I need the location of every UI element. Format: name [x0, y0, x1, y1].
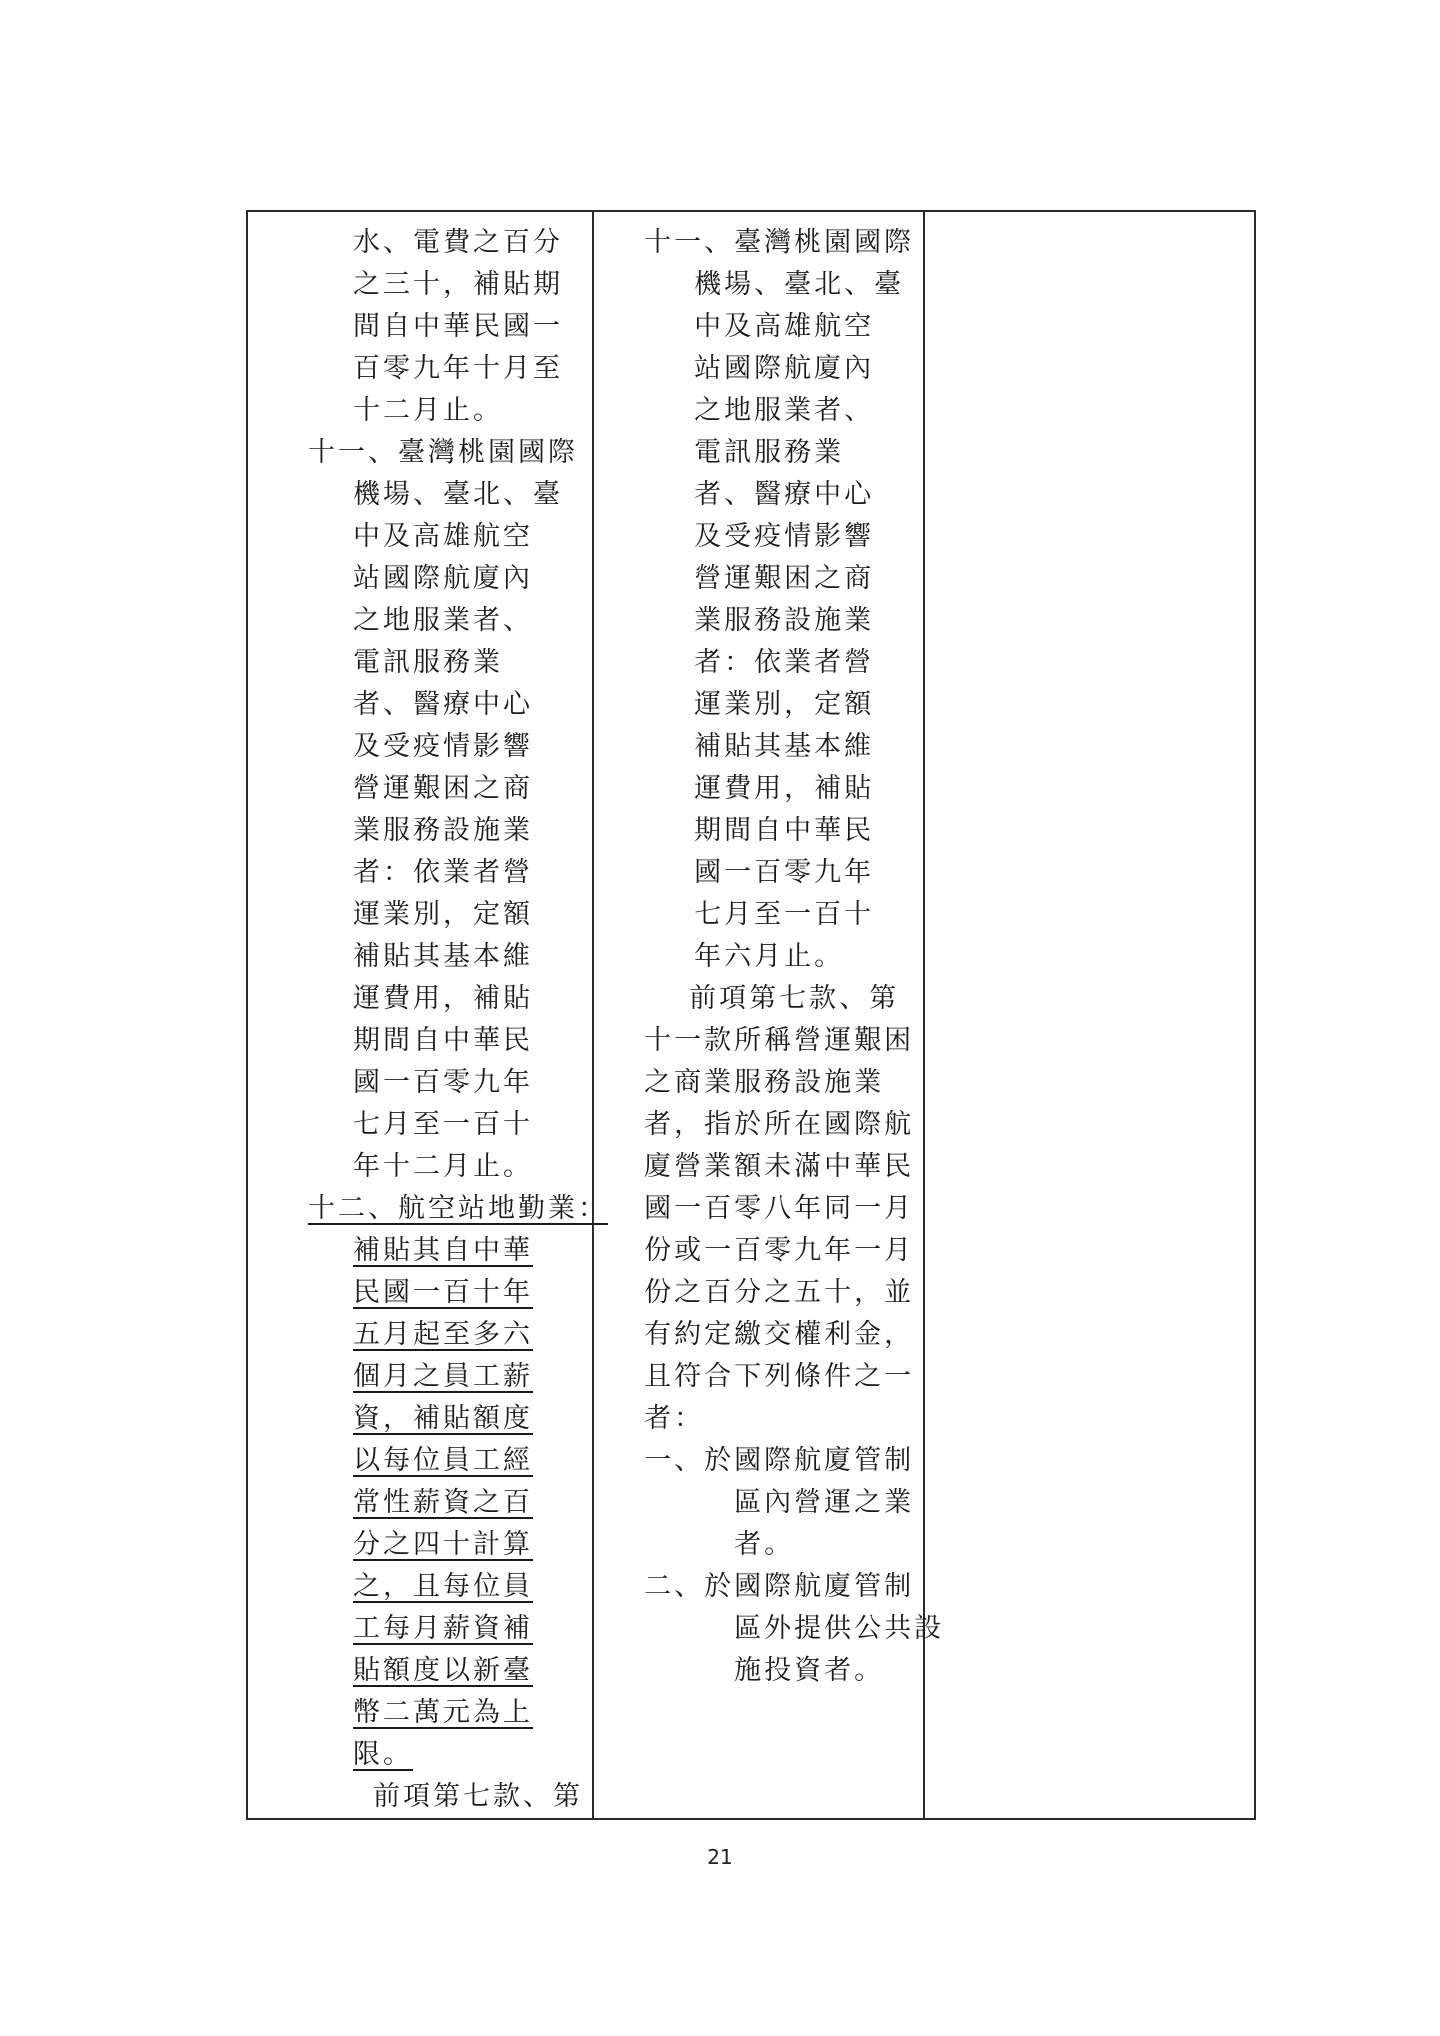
text-line: 資，補貼額度 — [353, 1403, 533, 1434]
text-line: 期間自中華民 — [353, 1025, 533, 1056]
text-line: 站國際航廈內 — [353, 563, 533, 594]
text-line: 一、於國際航廈管制 — [644, 1445, 915, 1476]
text-line: 中及高雄航空 — [694, 311, 875, 342]
text-line: 以每位員工經 — [353, 1445, 533, 1476]
text-line: 補貼其自中華 — [353, 1235, 533, 1266]
text-line: 站國際航廈內 — [694, 353, 875, 384]
comparison-table — [246, 210, 1256, 1820]
text-line: 且符合下列條件之一 — [644, 1361, 915, 1392]
text-line: 個月之員工薪 — [353, 1361, 533, 1392]
text-line: 營運艱困之商 — [353, 773, 533, 804]
right-column-text — [925, 212, 1254, 222]
text-line: 十一、臺灣桃園國際 — [644, 227, 915, 258]
text-line: 機場、臺北、臺 — [694, 269, 905, 300]
text-line: 十一款所稱營運艱困 — [644, 1025, 915, 1056]
text-line: 中及高雄航空 — [353, 521, 533, 552]
text-line: 年六月止。 — [694, 941, 845, 972]
text-line: 國一百零九年 — [353, 1067, 533, 1098]
left-column-cell — [247, 211, 608, 1819]
text-line: 幣二萬元為上 — [353, 1697, 533, 1728]
text-line: 者： — [644, 1403, 705, 1434]
text-line: 運業別，定額 — [353, 899, 533, 930]
text-line: 電訊服務業 — [694, 437, 845, 468]
text-line: 運費用，補貼 — [694, 773, 875, 804]
text-line: 百零九年十月至 — [353, 353, 563, 384]
text-line: 者：依業者營 — [694, 647, 875, 678]
text-line: 期間自中華民 — [694, 815, 875, 846]
table-row — [247, 211, 1255, 1819]
text-line: 前項第七款、第 — [373, 1781, 583, 1812]
text-line: 限。 — [353, 1739, 413, 1770]
text-line: 分之四十計算 — [353, 1529, 533, 1560]
text-line: 業服務設施業 — [353, 815, 533, 846]
text-line: 及受疫情影響 — [353, 731, 533, 762]
text-line: 運費用，補貼 — [353, 983, 533, 1014]
text-line: 民國一百十年 — [353, 1277, 533, 1308]
right-column-cell — [924, 211, 1255, 1819]
text-line: 運業別，定額 — [694, 689, 875, 720]
text-line: 者：依業者營 — [353, 857, 533, 888]
text-line: 常性薪資之百 — [353, 1487, 533, 1518]
text-line: 區外提供公共設 — [734, 1613, 945, 1644]
text-line: 之商業服務設施業 — [644, 1067, 885, 1098]
text-line: 十二月止。 — [353, 395, 503, 426]
text-line: 之地服業者、 — [694, 395, 875, 426]
text-line: 五月起至多六 — [353, 1319, 533, 1350]
text-line: 國一百零九年 — [694, 857, 875, 888]
text-line: 間自中華民國一 — [353, 311, 563, 342]
text-line: 份之百分之五十，並 — [644, 1277, 915, 1308]
text-line: 機場、臺北、臺 — [353, 479, 563, 510]
text-line: 區內營運之業 — [734, 1487, 915, 1518]
text-line: 貼額度以新臺 — [353, 1655, 533, 1686]
page-number: 21 — [707, 1845, 733, 1869]
text-line: 廈營業額未滿中華民 — [644, 1151, 915, 1182]
text-line: 電訊服務業 — [353, 647, 503, 678]
text-line: 國一百零八年同一月 — [644, 1193, 915, 1224]
left-column-text — [248, 212, 608, 1818]
text-line: 十二、航空站地勤業： — [308, 1193, 608, 1224]
text-line: 份或一百零九年一月 — [644, 1235, 915, 1266]
text-line: 施投資者。 — [734, 1655, 885, 1686]
text-line: 業服務設施業 — [694, 605, 875, 636]
text-line: 十一、臺灣桃園國際 — [308, 437, 578, 468]
text-line: 工每月薪資補 — [353, 1613, 533, 1644]
text-line: 補貼其基本維 — [353, 941, 533, 972]
middle-column-cell — [593, 211, 945, 1819]
text-line: 之地服業者、 — [353, 605, 533, 636]
text-line: 補貼其基本維 — [694, 731, 875, 762]
middle-column-text — [594, 212, 945, 1692]
text-line: 之三十，補貼期 — [353, 269, 563, 300]
text-line: 七月至一百十 — [694, 899, 875, 930]
text-line: 年十二月止。 — [353, 1151, 533, 1182]
text-line: 水、電費之百分 — [353, 227, 563, 258]
text-line: 有約定繳交權利金， — [644, 1319, 915, 1350]
text-line: 七月至一百十 — [353, 1109, 533, 1140]
text-line: 前項第七款、第 — [689, 983, 900, 1014]
text-line: 及受疫情影響 — [694, 521, 875, 552]
text-line: 二、於國際航廈管制 — [644, 1571, 915, 1602]
text-line: 之，且每位員 — [353, 1571, 533, 1602]
text-line: 者，指於所在國際航 — [644, 1109, 915, 1140]
text-line: 營運艱困之商 — [694, 563, 875, 594]
text-line: 者、醫療中心 — [353, 689, 533, 720]
text-line: 者。 — [734, 1529, 795, 1560]
text-line: 者、醫療中心 — [694, 479, 875, 510]
